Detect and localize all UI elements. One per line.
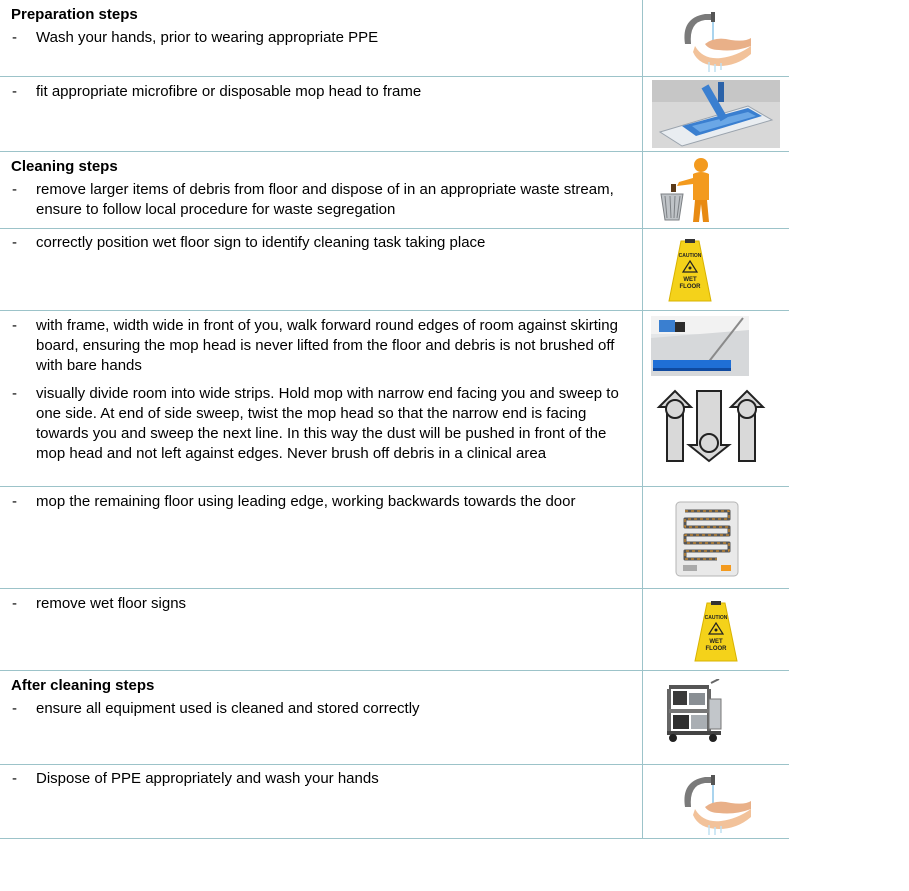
mopping-room-edges-image — [651, 316, 749, 376]
sign-wet-text: WET — [683, 277, 697, 283]
table-row — [0, 765, 789, 839]
bullet-dash: - — [12, 234, 17, 251]
mopping-pattern-diagram-icon — [675, 501, 739, 577]
handwashing-image — [675, 769, 755, 835]
sign-wet-text: WET — [709, 639, 723, 645]
step-text: ensure all equipment used is cleaned and stored correctly — [36, 700, 420, 717]
step-text: mop the remaining floor using leading edge, working backwards towards the door — [36, 493, 576, 510]
sign-floor-text: FLOOR — [705, 646, 727, 652]
step-text: visually divide room into wide strips. Hold mop with narrow end facing you and sweep to one side. At end of side sweep, twist the mop head so that the narrow end is facing towards you and sweep the next line. In this way the dust will be pushed in front of the mop head and not left against edges. Never brush off debris in a clinical area — [36, 385, 619, 462]
bullet-dash: - — [12, 595, 17, 612]
step-text: with frame, width wide in front of you, walk forward round edges of room against skirting board, ensuring the mop head is never lifted from the floor and debris is not brushed off with bare hands — [36, 317, 618, 374]
bullet-dash: - — [12, 317, 17, 334]
step-item — [11, 28, 631, 48]
step-text: remove wet floor signs — [36, 595, 187, 612]
step-text: remove larger items of debris from floor and dispose of in an appropriate waste stream, ensure to follow local procedure for waste segregation — [36, 181, 614, 218]
table-row — [0, 77, 789, 152]
table-row — [0, 0, 789, 77]
step-item — [11, 699, 631, 719]
bullet-dash: - — [12, 181, 17, 198]
table-row — [0, 589, 789, 671]
step-text: correctly position wet floor sign to identify cleaning task taking place — [36, 234, 486, 251]
handwashing-image — [675, 6, 755, 72]
bullet-dash: - — [12, 493, 17, 510]
mop-frame-image — [652, 80, 780, 148]
wet-floor-sign-image — [693, 601, 739, 663]
table-row — [0, 671, 789, 765]
sign-caution-text: CAUTION — [704, 615, 728, 621]
step-item — [11, 384, 631, 464]
waste-disposal-figure-image — [657, 156, 721, 224]
step-item — [11, 769, 631, 789]
step-item — [11, 82, 631, 102]
section-heading-preparation: Preparation steps — [11, 6, 138, 23]
wet-floor-sign-image — [667, 239, 713, 303]
table-row — [0, 229, 789, 311]
section-heading-cleaning: Cleaning steps — [11, 158, 118, 175]
bullet-dash: - — [12, 29, 17, 46]
step-text: fit appropriate microfibre or disposable mop head to frame — [36, 83, 422, 100]
bullet-dash: - — [12, 700, 17, 717]
section-heading-after: After cleaning steps — [11, 677, 155, 694]
step-item — [11, 233, 631, 253]
step-text: Dispose of PPE appropriately and wash your hands — [36, 770, 379, 787]
step-item — [11, 180, 631, 220]
bullet-dash: - — [12, 83, 17, 100]
step-item — [11, 594, 631, 614]
step-item — [11, 492, 631, 512]
sign-caution-text: CAUTION — [678, 253, 702, 259]
cleaning-trolley-image — [663, 679, 725, 743]
sign-floor-text: FLOOR — [679, 284, 701, 290]
bullet-dash: - — [12, 770, 17, 787]
step-text: Wash your hands, prior to wearing appropriate PPE — [36, 29, 379, 46]
strip-sweep-diagram-icon — [655, 387, 767, 463]
step-item — [11, 316, 631, 376]
table-row — [0, 311, 789, 487]
table-row — [0, 487, 789, 589]
table-row — [0, 152, 789, 229]
bullet-dash: - — [12, 385, 17, 402]
